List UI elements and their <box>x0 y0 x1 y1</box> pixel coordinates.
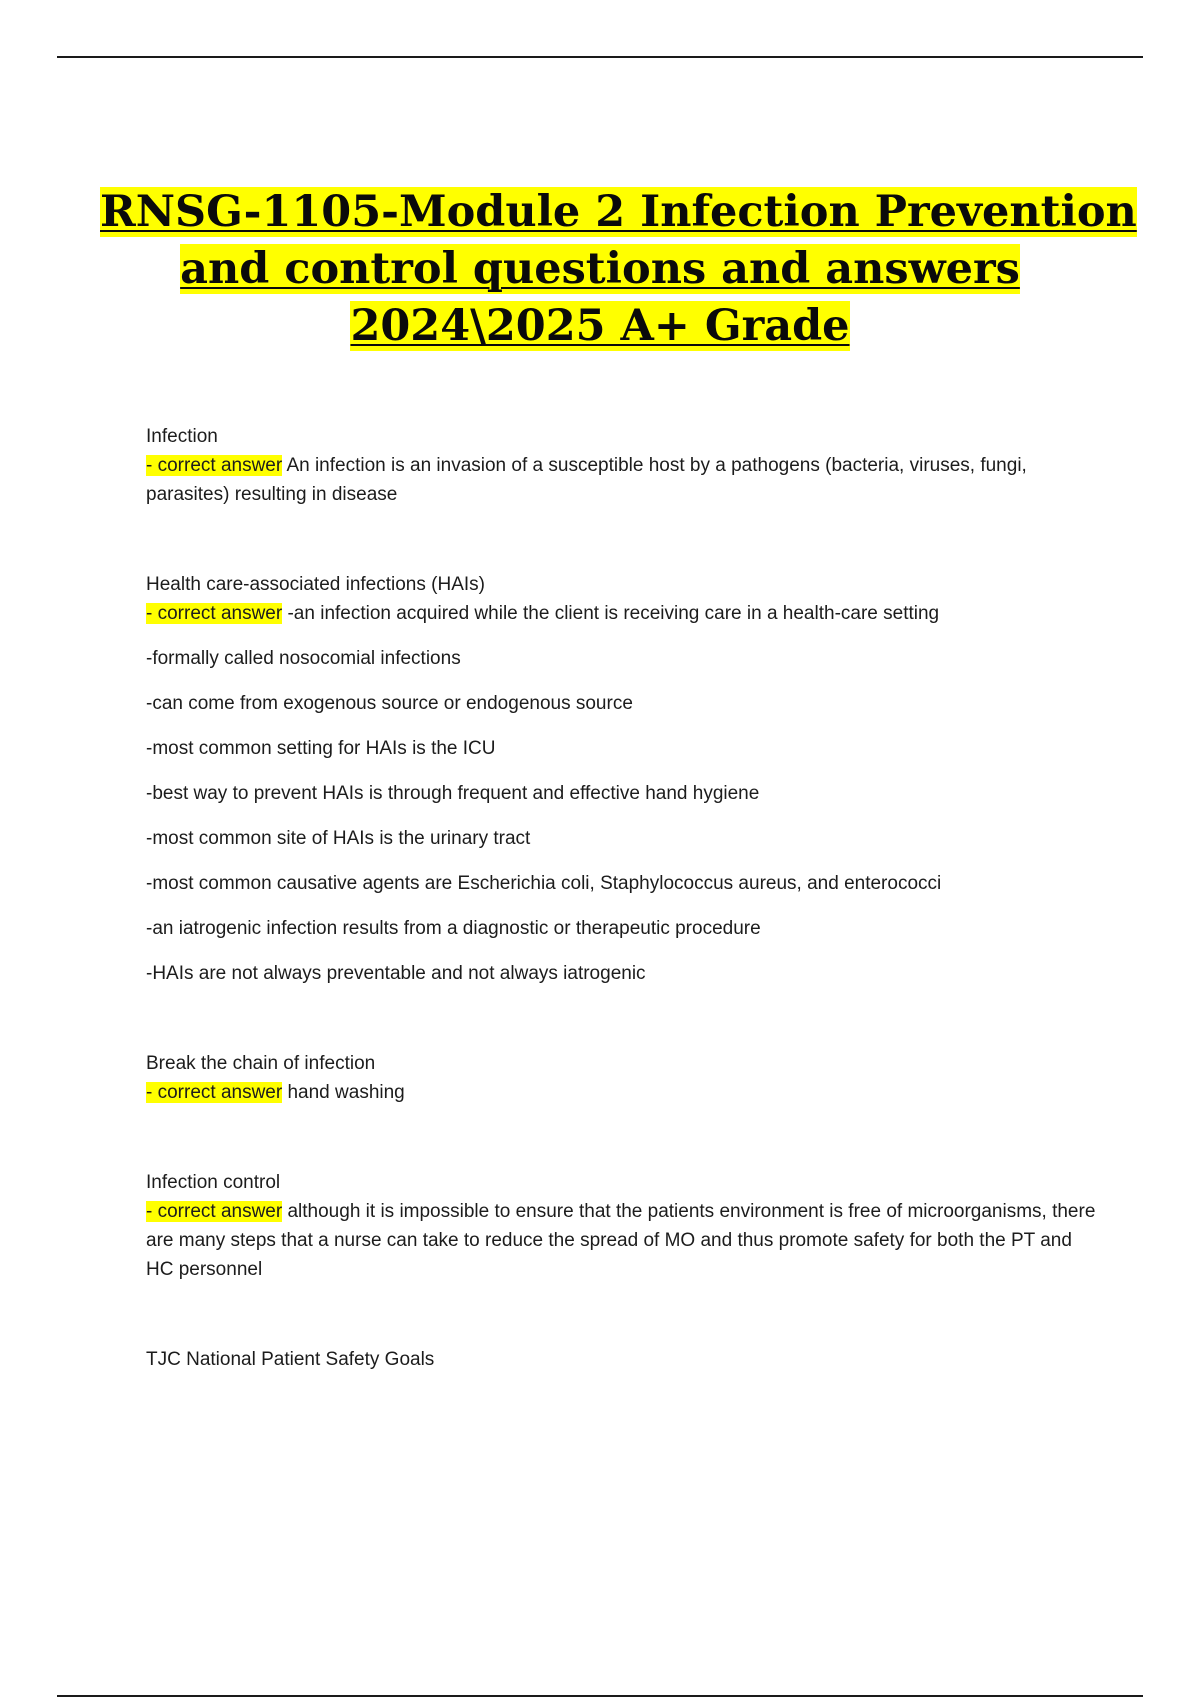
bottom-rule <box>57 1695 1143 1697</box>
qa-entry-infection <box>146 422 1096 509</box>
entry-term: Infection control <box>146 1172 281 1193</box>
answer-bullet: -most common causative agents are Escherichia coli, Staphylococcus aureus, and enterococci <box>146 873 942 894</box>
entry-answer <box>146 599 1096 628</box>
answer-bullet: -an iatrogenic infection results from a diagnostic or therapeutic procedure <box>146 918 761 939</box>
answer-bullet: -formally called nosocomial infections <box>146 648 461 669</box>
entry-term: Infection <box>146 426 218 447</box>
answer-text: -an infection acquired while the client is receiving care in a health-care setting <box>287 603 940 624</box>
qa-entry-tjc-goals <box>146 1345 1096 1374</box>
correct-answer-marker: - correct answer <box>146 1201 283 1222</box>
answer-text: An infection is an invasion of a susceptible host by a pathogens (bacteria, viruses, fungi, parasites) resulting in disease <box>146 455 1027 505</box>
correct-answer-marker: - correct answer <box>146 603 283 624</box>
answer-bullet: -can come from exogenous source or endogenous source <box>146 693 633 714</box>
qa-entry-hais <box>146 570 1096 988</box>
top-rule <box>57 56 1143 58</box>
entry-term: TJC National Patient Safety Goals <box>146 1349 435 1370</box>
entry-term: Health care-associated infections (HAIs) <box>146 574 485 595</box>
qa-list <box>146 422 1096 1374</box>
correct-answer-marker: - correct answer <box>146 1082 283 1103</box>
entry-answer <box>146 1197 1096 1284</box>
title-line-3: 2024\2025 A+ Grade <box>350 301 850 351</box>
qa-entry-break-chain <box>146 1049 1096 1107</box>
title-line-1: RNSG-1105-Module 2 Infection Prevention <box>100 187 1137 237</box>
correct-answer-marker: - correct answer <box>146 455 283 476</box>
document-title <box>100 184 1137 355</box>
entry-term: Break the chain of infection <box>146 1053 376 1074</box>
answer-bullet: -most common setting for HAIs is the ICU <box>146 738 496 759</box>
answer-text: although it is impossible to ensure that the patients environment is free of microorganisms, there are many steps that a nurse can take to reduce the spread of MO and thus promote safety for both the PT and HC personnel <box>146 1201 1096 1280</box>
answer-bullet: -most common site of HAIs is the urinary tract <box>146 828 531 849</box>
answer-bullet: -best way to prevent HAIs is through frequent and effective hand hygiene <box>146 783 760 804</box>
answer-text: hand washing <box>287 1082 405 1103</box>
answer-bullet: -HAIs are not always preventable and not always iatrogenic <box>146 963 646 984</box>
title-line-2: and control questions and answers <box>180 244 1020 294</box>
entry-answer <box>146 451 1096 509</box>
qa-entry-infection-control <box>146 1168 1096 1284</box>
entry-answer <box>146 1078 1096 1107</box>
